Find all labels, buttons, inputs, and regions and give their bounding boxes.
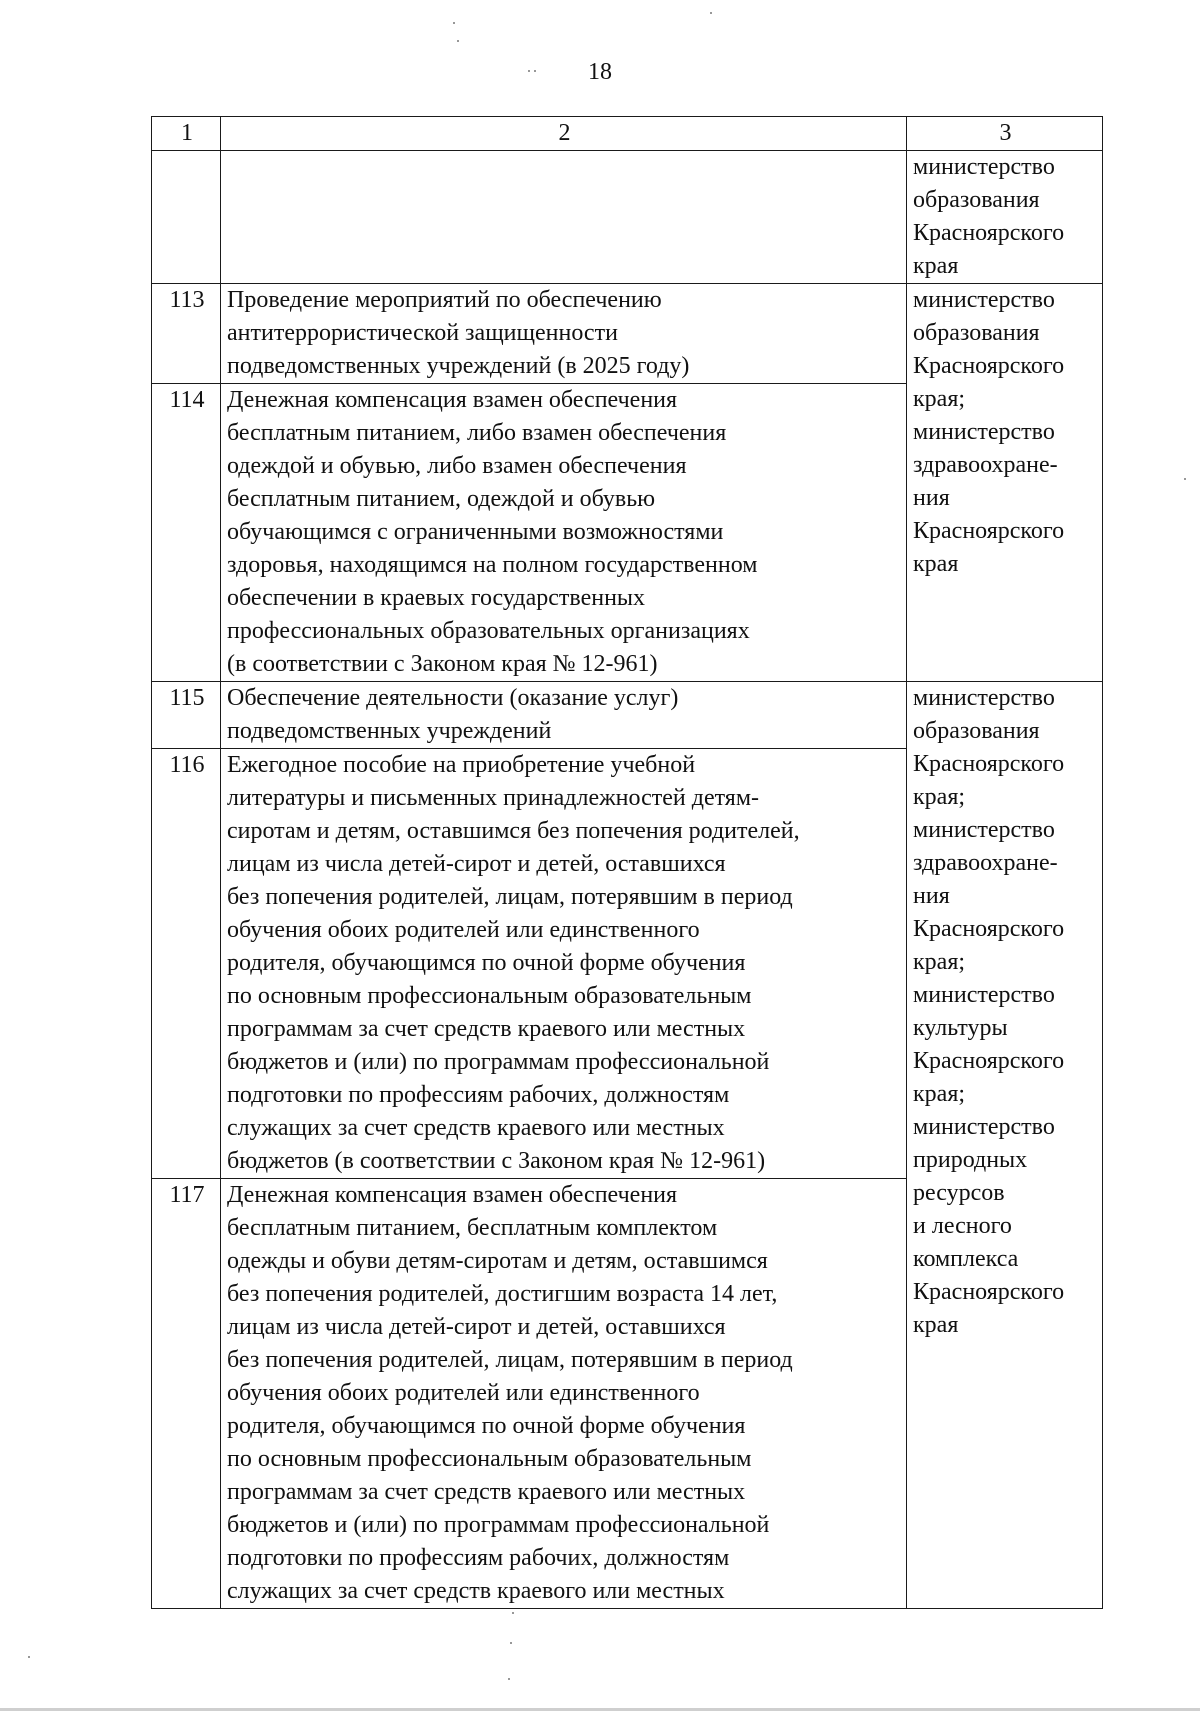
description-line: Ежегодное пособие на приобретение учебной — [227, 752, 696, 778]
organization-line: культуры — [913, 1015, 1008, 1041]
description-line: бюджетов (в соответствии с Законом края № 12-961) — [227, 1148, 766, 1174]
description-line: Проведение мероприятий по обеспечению — [227, 287, 662, 313]
description-line: антитеррористической защищенности — [227, 320, 618, 346]
description-line: бесплатным питанием, одеждой и обувью — [227, 486, 656, 512]
table-row — [152, 284, 1103, 384]
scan-speck — [710, 12, 712, 14]
row-description — [221, 384, 907, 682]
responsible-organization — [907, 151, 1103, 284]
description-line: без попечения родителей, лицам, потерявшим в период — [227, 884, 793, 910]
scan-speck — [512, 1612, 514, 1614]
organization-line: края — [913, 253, 959, 279]
scan-speck — [457, 40, 459, 42]
scan-speck — [508, 1678, 510, 1680]
responsible-organization — [907, 284, 1103, 682]
description-line: бесплатным питанием, бесплатным комплектом — [227, 1215, 718, 1241]
description-line: Денежная компенсация взамен обеспечения — [227, 1182, 678, 1208]
row-number: 114 — [152, 384, 221, 682]
organization-line: Красноярского — [913, 518, 1065, 544]
description-line: (в соответствии с Законом края № 12-961) — [227, 651, 658, 677]
description-line: сиротам и детям, оставшимся без попечения родителей, — [227, 818, 800, 844]
row-description — [221, 1179, 907, 1609]
description-line: программам за счет средств краевого или местных — [227, 1016, 746, 1042]
description-line: по основным профессиональным образовательным — [227, 1446, 752, 1472]
description-line: лицам из числа детей-сирот и детей, оставшихся — [227, 1314, 726, 1340]
organization-line: министерство — [913, 419, 1055, 445]
organization-line: края; — [913, 784, 966, 810]
organization-line: Красноярского — [913, 353, 1065, 379]
organization-line: Красноярского — [913, 916, 1065, 942]
organization-line: Красноярского — [913, 220, 1065, 246]
row-number: 113 — [152, 284, 221, 384]
column-header-1: 1 — [152, 117, 221, 151]
organization-line: края; — [913, 949, 966, 975]
description-line: Денежная компенсация взамен обеспечения — [227, 387, 678, 413]
description-line: по основным профессиональным образовательным — [227, 983, 752, 1009]
organization-line: края; — [913, 1081, 966, 1107]
description-line: подведомственных учреждений (в 2025 году) — [227, 353, 690, 379]
page-number: 18 — [588, 59, 612, 85]
scan-speck — [1184, 478, 1186, 480]
row-number: 116 — [152, 749, 221, 1179]
organization-line: здравоохране- — [913, 452, 1058, 478]
organization-line: образования — [913, 718, 1040, 744]
organization-line: министерство — [913, 817, 1055, 843]
description-line: служащих за счет средств краевого или местных — [227, 1115, 725, 1141]
organization-line: министерство — [913, 287, 1055, 313]
column-header-3: 3 — [907, 117, 1103, 151]
row-number: 115 — [152, 682, 221, 749]
organization-line: природных — [913, 1147, 1028, 1173]
organization-line: комплекса — [913, 1246, 1019, 1272]
row-description — [221, 151, 907, 284]
description-line: лицам из числа детей-сирот и детей, оставшихся — [227, 851, 726, 877]
description-line: подведомственных учреждений — [227, 718, 552, 744]
organization-line: Красноярского — [913, 1048, 1065, 1074]
organization-line: ресурсов — [913, 1180, 1005, 1206]
document-table — [151, 116, 1103, 1609]
row-number — [152, 151, 221, 284]
scan-speck — [534, 70, 536, 72]
description-line: без попечения родителей, лицам, потерявшим в период — [227, 1347, 793, 1373]
table-row — [152, 151, 1103, 284]
organization-line: Красноярского — [913, 751, 1065, 777]
column-header-2: 2 — [221, 117, 907, 151]
row-description — [221, 749, 907, 1179]
organization-line: ния — [913, 883, 950, 909]
description-line: обучающимся с ограниченными возможностями — [227, 519, 724, 545]
description-line: родителя, обучающимся по очной форме обучения — [227, 950, 746, 976]
row-description — [221, 284, 907, 384]
organization-line: образования — [913, 187, 1040, 213]
scan-speck — [528, 70, 530, 72]
organization-line: ния — [913, 485, 950, 511]
scan-speck — [453, 22, 455, 24]
description-line: подготовки по профессиям рабочих, должностям — [227, 1545, 730, 1571]
description-line: профессиональных образовательных организациях — [227, 618, 750, 644]
organization-line: министерство — [913, 1114, 1055, 1140]
description-line: одежды и обуви детям-сиротам и детям, оставшимся — [227, 1248, 768, 1274]
organization-line: края — [913, 1312, 959, 1338]
organization-line: здравоохране- — [913, 850, 1058, 876]
description-line: обучения обоих родителей или единственного — [227, 917, 700, 943]
description-line: здоровья, находящимся на полном государственном — [227, 552, 758, 578]
organization-line: и лесного — [913, 1213, 1012, 1239]
scan-speck — [28, 1656, 30, 1658]
organization-line: министерство — [913, 685, 1055, 711]
description-line: без попечения родителей, достигшим возраста 14 лет, — [227, 1281, 778, 1307]
description-line: бесплатным питанием, либо взамен обеспечения — [227, 420, 727, 446]
row-number: 117 — [152, 1179, 221, 1609]
description-line: бюджетов и (или) по программам профессиональной — [227, 1049, 770, 1075]
description-line: обеспечении в краевых государственных — [227, 585, 646, 611]
description-line: одеждой и обувью, либо взамен обеспечения — [227, 453, 687, 479]
organization-line: министерство — [913, 154, 1055, 180]
organization-line: края — [913, 551, 959, 577]
description-line: программам за счет средств краевого или местных — [227, 1479, 746, 1505]
table-body — [152, 151, 1103, 1609]
organization-line: образования — [913, 320, 1040, 346]
description-line: бюджетов и (или) по программам профессиональной — [227, 1512, 770, 1538]
organization-line: края; — [913, 386, 966, 412]
description-line: Обеспечение деятельности (оказание услуг) — [227, 685, 679, 711]
description-line: обучения обоих родителей или единственного — [227, 1380, 700, 1406]
responsible-organization — [907, 682, 1103, 1609]
table-header-row — [152, 117, 1103, 151]
table-row — [152, 682, 1103, 749]
organization-line: Красноярского — [913, 1279, 1065, 1305]
description-line: родителя, обучающимся по очной форме обучения — [227, 1413, 746, 1439]
description-line: служащих за счет средств краевого или местных — [227, 1578, 725, 1604]
row-description — [221, 682, 907, 749]
organization-line: министерство — [913, 982, 1055, 1008]
description-line: литературы и письменных принадлежностей детям- — [227, 785, 760, 811]
scan-speck — [510, 1642, 512, 1644]
description-line: подготовки по профессиям рабочих, должностям — [227, 1082, 730, 1108]
